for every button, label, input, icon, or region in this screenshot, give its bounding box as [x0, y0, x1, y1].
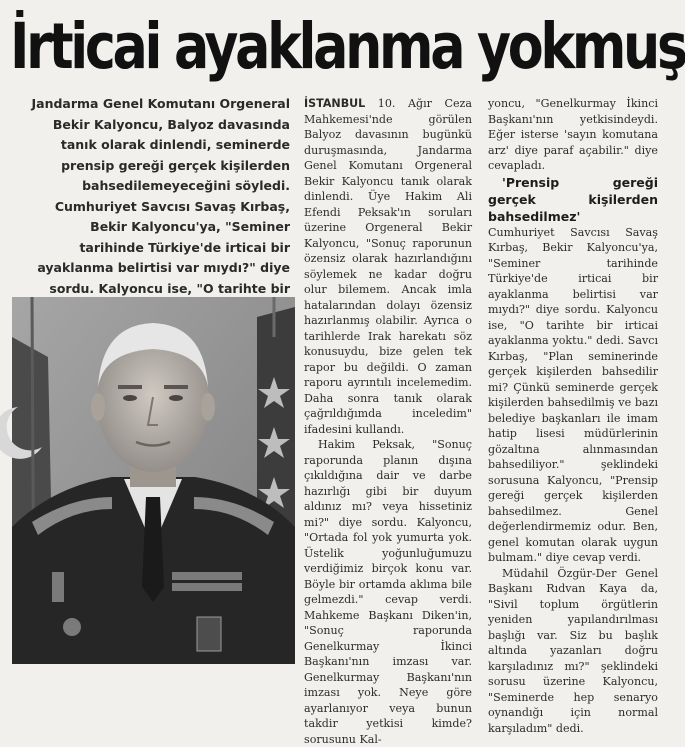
- article-paragraph: Müdahil Özgür-Der Genel Başkanı Rıdvan Kaya da, "Sivil toplum örgütlerin yeniden yapılandırılması başlığı var. Siz bu başlık altında yazanları doğru karşıladınız mı?" şeklindeki sorusu üzerine Kalyoncu, "Seminerde hep senaryo oynandığı için normal karşıladım" dedi.: [488, 566, 658, 735]
- headline: İrticai ayaklanma yokmuş: [10, 10, 685, 83]
- article-paragraph: yoncu, "Genelkurmay İkinci Başkanı'nın yetkisindeydi. Eğer isterse 'sayın komutana arz' diye paraf açabilir." diye cevapladı.: [488, 97, 658, 172]
- subheading: 'Prensip gereği gerçek kişilerden bahsedilmez': [488, 174, 658, 224]
- lead-paragraph: Jandarma Genel Komutanı Orgeneral Bekir Kalyoncu, Balyoz davasında tanık olarak dinlendi, seminerde prensip gereği gerçek kişilerden bahsedilemeyeceğini söyledi. Cumhuriyet Savcısı Savaş Kırbaş, Bekir Kalyoncu'ya, "Seminer tarihinde Türkiye'de irticai bir ayaklanma belirtisi var mıydı?" diye sordu. Kalyoncu ise, "O tarihte bir: [31, 96, 290, 296]
- portrait-photo: [12, 297, 295, 664]
- article-paragraph: [304, 96, 472, 437]
- paragraph-text: 10. Ağır Ceza Mahkemesi'nde görülen Balyoz davasının bugünkü duruşmasında, Jandarma Genel Komutanı Orgeneral Bekir Kalyoncu tanık olarak dinlendi. Üye Hakim Ali Efendi Peksak'ın soruları üzerine Orgeneral Bekir Kalyoncu, "Sonuç raporunun özensiz olarak hazırlandığını söylemek ne kadar doğru olur bilemem. Ancak imla hatalarından dolayı özensiz hazırlanmış olabilir. Ayrıca o tarihlerde Irak harekatı söz konusuydu, bize gelen tek rapor bu değildi. O zaman raporu ayrıntılı incelemedim. Daha sonra tanık olarak çağrıldığımda inceledim" ifadesini kullandı.: [304, 97, 472, 436]
- article-paragraph: Hakim Peksak, "Sonuç raporunda planın dışına çıkıldığına dair ve darbe hazırlığı gibi bir duyum aldınız mı? veya hissetiniz mi?" diye sordu. Kalyoncu, "Ortada fol yok yumurta yok. Üstelik yoğunluğumuzu verdiğimiz birçok konu var. Böyle bir ortamda aklıma bile gelmezdi." cevap verdi. Mahkeme Başkanı Diken'in, "Sonuç raporunda Genelkurmay İkinci Başkanı'nın imzası var. Genelkurmay Başkanı'nın imzası yok. Neye göre ayarlanıyor veya bunun takdir yetkisi kimde? sorusunu Kal-: [304, 438, 472, 746]
- article-column-middle: [304, 96, 472, 746]
- article-column-right: [488, 96, 658, 735]
- article-paragraph: Cumhuriyet Savcısı Savaş Kırbaş, Bekir Kalyoncu'ya, "Seminer tarihinde Türkiye'de irticai bir ayaklanma belirtisi var mıydı?" diye sordu. Kalyoncu ise, "O tarihte bir irticai ayaklanma yoktu." dedi. Savcı Kırbaş, "Plan seminerinde gerçek kişilerden bahsedilir mi? Çünkü seminerde gerçek kişilerden bahsedilmiş ve bazı belediye başkanları ile imam hatip lisesi müdürlerinin gözaltına alınmasından bahsediliyor." şeklindeki sorusuna Kalyoncu, "Prensip gereği gerçek kişilerden bahsedilmez. Genel değerlendirmemiz odur. Ben, genel komutan olarak uygun bulmam." diye cevap verdi.: [488, 225, 658, 564]
- general-portrait-image: [12, 297, 295, 664]
- dateline: İSTANBUL: [304, 97, 366, 110]
